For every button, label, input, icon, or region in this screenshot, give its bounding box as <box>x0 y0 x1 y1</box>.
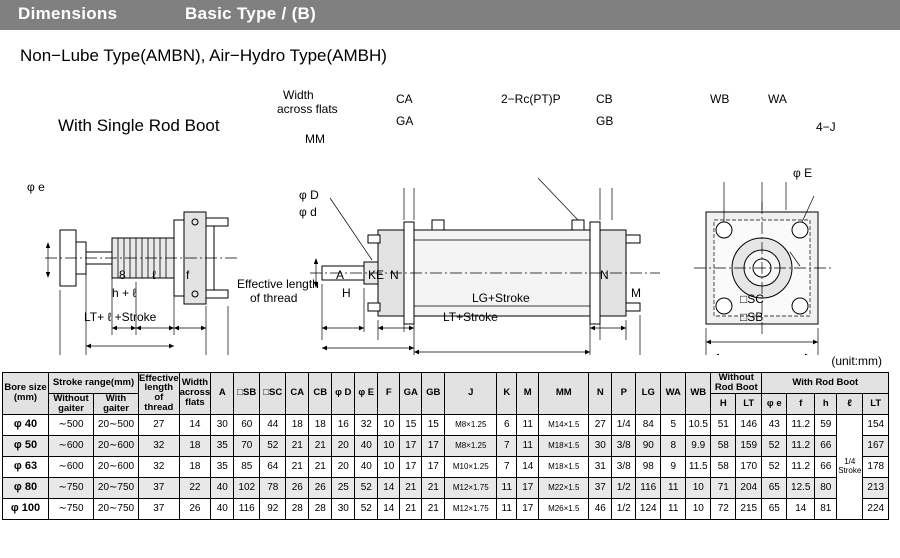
header-title-right: Basic Type / (B) <box>185 4 317 23</box>
cell-phiE: 32 <box>355 414 378 435</box>
cell-F: 10 <box>378 414 400 435</box>
cell-LG: 116 <box>636 477 661 498</box>
cell-A: 40 <box>211 477 234 498</box>
cell-GB: 21 <box>422 477 445 498</box>
th-col-LG: LG <box>636 373 661 415</box>
cell-WA: 8 <box>661 435 686 456</box>
cell-phiE: 40 <box>355 435 378 456</box>
th-without-rod-boot: Without Rod Boot <box>711 373 762 394</box>
cell-GB: 15 <box>422 414 445 435</box>
cell-phiD: 25 <box>332 477 355 498</box>
cell-N: 31 <box>589 456 612 477</box>
cell-wb-f: 11.2 <box>787 456 815 477</box>
dim-8-label: 8 <box>119 268 126 282</box>
cb-label: CB <box>596 92 613 106</box>
cell-A: 35 <box>211 435 234 456</box>
cell-wb-h: 66 <box>815 435 837 456</box>
cell-wb-LT: 213 <box>863 477 889 498</box>
cell-wb-f: 14 <box>787 498 815 519</box>
cell-CA: 18 <box>286 414 309 435</box>
table-row <box>3 414 889 435</box>
th-waf-l3: flats <box>185 397 205 409</box>
th-waf-l2: across <box>179 387 211 399</box>
cell-J: M8×1.25 <box>445 414 497 435</box>
cell-WB: 10 <box>686 477 711 498</box>
cell-bore: φ 80 <box>3 477 49 498</box>
cell-stroke-with: 20∼500 <box>94 414 139 435</box>
cell-wb-l-merged: 1/4 Stroke <box>837 414 863 519</box>
cell-WA: 11 <box>661 477 686 498</box>
th-col-N: N <box>589 373 612 415</box>
cell-wo-LT: 159 <box>736 435 762 456</box>
cell-GA: 15 <box>400 414 422 435</box>
phi-e-left-label: φ e <box>27 180 45 194</box>
unit-note: (unit:mm) <box>831 354 882 368</box>
cell-J: M8×1.25 <box>445 435 497 456</box>
lg-stroke-label: LG+Stroke <box>472 291 530 305</box>
table-row <box>3 477 889 498</box>
cell-SC: 52 <box>260 435 286 456</box>
cell-WB: 10.5 <box>686 414 711 435</box>
cell-K: 11 <box>497 477 517 498</box>
cell-wo-H: 58 <box>711 456 736 477</box>
cell-GB: 17 <box>422 435 445 456</box>
cell-phiE: 40 <box>355 456 378 477</box>
cell-wb-h: 81 <box>815 498 837 519</box>
cell-wo-LT: 215 <box>736 498 762 519</box>
cell-J: M12×1.75 <box>445 477 497 498</box>
dim-KE-label: KE <box>368 268 385 282</box>
cell-phiD: 16 <box>332 414 355 435</box>
cell-GB: 17 <box>422 456 445 477</box>
cell-phiD: 20 <box>332 435 355 456</box>
cell-MM: M18×1.5 <box>539 456 589 477</box>
width-across-flats-label-line2: across flats <box>277 102 338 116</box>
subtitle: Non−Lube Type(AMBN), Air−Hydro Type(AMBH) <box>20 46 387 65</box>
cell-N: 30 <box>589 435 612 456</box>
cell-bore: φ 100 <box>3 498 49 519</box>
th-col-phiE: φ E <box>355 373 378 415</box>
th-stroke-without-gaiter: Without gaiter <box>49 393 94 414</box>
cell-K: 7 <box>497 456 517 477</box>
cell-GA: 21 <box>400 498 422 519</box>
cell-MM: M22×1.5 <box>539 477 589 498</box>
dim-N-right-label: N <box>600 268 609 282</box>
cell-F: 14 <box>378 498 400 519</box>
phi-D-label: φ D <box>299 188 319 202</box>
cell-wb-LT: 154 <box>863 414 889 435</box>
cell-wb-LT: 167 <box>863 435 889 456</box>
cell-F: 14 <box>378 477 400 498</box>
th-col-SC: □SC <box>260 373 286 415</box>
cell-CA: 21 <box>286 435 309 456</box>
boot-caption: With Single Rod Boot <box>58 116 220 135</box>
cell-SB: 102 <box>234 477 260 498</box>
th-col-CA: CA <box>286 373 309 415</box>
th-eff-l1: Effective <box>139 372 179 384</box>
cell-P: 3/8 <box>612 456 636 477</box>
cell-P: 1/2 <box>612 477 636 498</box>
cell-waf: 14 <box>179 414 211 435</box>
th-col-M: M <box>517 373 539 415</box>
cell-WB: 11.5 <box>686 456 711 477</box>
th-stroke-with-gaiter: With gaiter <box>94 393 139 414</box>
cell-LG: 90 <box>636 435 661 456</box>
table-row <box>3 435 889 456</box>
cell-GA: 17 <box>400 435 422 456</box>
cell-P: 3/8 <box>612 435 636 456</box>
cell-J: M12×1.75 <box>445 498 497 519</box>
cell-SC: 64 <box>260 456 286 477</box>
th-with-rod-boot: With Rod Boot <box>762 373 889 394</box>
dim-M-label: M <box>631 286 641 300</box>
cell-phiD: 20 <box>332 456 355 477</box>
th-bore-size <box>3 373 49 415</box>
cell-GB: 21 <box>422 498 445 519</box>
cell-waf: 18 <box>179 456 211 477</box>
cell-phiE: 52 <box>355 498 378 519</box>
cell-WA: 11 <box>661 498 686 519</box>
cell-P: 1/2 <box>612 498 636 519</box>
th-col-SB: □SB <box>234 373 260 415</box>
cell-bore: φ 50 <box>3 435 49 456</box>
cell-wo-H: 51 <box>711 414 736 435</box>
cell-stroke-without: ∼750 <box>49 498 94 519</box>
mm-label: MM <box>305 132 325 146</box>
four-j-label: 4−J <box>816 120 836 134</box>
cell-waf: 26 <box>179 498 211 519</box>
cell-M: 14 <box>517 456 539 477</box>
cell-CA: 21 <box>286 456 309 477</box>
phi-e-right-label: φ E <box>793 166 813 180</box>
header-title-left: Dimensions <box>18 4 118 23</box>
th-wo-H: H <box>711 393 736 414</box>
page-header-bar <box>0 0 900 30</box>
gb-label: GB <box>596 114 614 128</box>
dim-f-label: f <box>186 268 190 282</box>
cell-wb-f: 11.2 <box>787 435 815 456</box>
th-wb-h: h <box>815 393 837 414</box>
cell-wb-phie: 52 <box>762 456 787 477</box>
cell-SB: 116 <box>234 498 260 519</box>
cell-wb-h: 80 <box>815 477 837 498</box>
th-effective-length <box>139 373 180 415</box>
th-col-MM: MM <box>539 373 589 415</box>
cell-stroke-without: ∼750 <box>49 477 94 498</box>
cell-wo-LT: 170 <box>736 456 762 477</box>
cell-stroke-with: 20∼600 <box>94 435 139 456</box>
phi-d-small-label: φ d <box>299 205 317 219</box>
cell-SC: 78 <box>260 477 286 498</box>
dim-l-label: ℓ <box>152 268 156 282</box>
cell-wb-LT: 224 <box>863 498 889 519</box>
effective-length-line1: Effective length <box>237 277 319 291</box>
cell-wo-H: 58 <box>711 435 736 456</box>
cell-WB: 10 <box>686 498 711 519</box>
cell-waf: 18 <box>179 435 211 456</box>
th-col-WA: WA <box>661 373 686 415</box>
cell-CB: 21 <box>309 435 332 456</box>
cell-A: 30 <box>211 414 234 435</box>
th-col-GB: GB <box>422 373 445 415</box>
th-col-CB: CB <box>309 373 332 415</box>
cell-GA: 21 <box>400 477 422 498</box>
table-row <box>3 498 889 519</box>
cell-wb-h: 59 <box>815 414 837 435</box>
cell-LG: 98 <box>636 456 661 477</box>
ga-label: GA <box>396 114 414 128</box>
wa-label: WA <box>768 92 787 106</box>
cell-wb-phie: 52 <box>762 435 787 456</box>
dim-N-left-label: N <box>390 268 399 282</box>
dim-h-plus-l-label: h + ℓ <box>112 286 137 300</box>
th-col-GA: GA <box>400 373 422 415</box>
th-col-A: A <box>211 373 234 415</box>
cell-MM: M26×1.5 <box>539 498 589 519</box>
cell-wo-H: 72 <box>711 498 736 519</box>
cell-K: 7 <box>497 435 517 456</box>
cell-eff: 32 <box>139 456 180 477</box>
cell-MM: M18×1.5 <box>539 435 589 456</box>
cell-M: 11 <box>517 414 539 435</box>
cell-M: 11 <box>517 435 539 456</box>
cell-phiD: 30 <box>332 498 355 519</box>
cell-MM: M14×1.5 <box>539 414 589 435</box>
cell-wb-phie: 65 <box>762 477 787 498</box>
cell-eff: 27 <box>139 414 180 435</box>
cell-phiE: 52 <box>355 477 378 498</box>
cell-K: 6 <box>497 414 517 435</box>
cell-wb-h: 66 <box>815 456 837 477</box>
cell-eff: 32 <box>139 435 180 456</box>
cell-WA: 5 <box>661 414 686 435</box>
th-wb-l: ℓ <box>837 393 863 414</box>
cell-CA: 28 <box>286 498 309 519</box>
cell-CB: 26 <box>309 477 332 498</box>
cell-N: 27 <box>589 414 612 435</box>
drawing-area <box>0 70 900 355</box>
cell-SC: 92 <box>260 498 286 519</box>
cell-J: M10×1.25 <box>445 456 497 477</box>
cell-wo-LT: 204 <box>736 477 762 498</box>
cell-A: 35 <box>211 456 234 477</box>
cell-A: 40 <box>211 498 234 519</box>
cell-F: 10 <box>378 435 400 456</box>
th-waf-l1: Width <box>181 377 209 389</box>
lt-stroke-label: LT+Stroke <box>443 310 498 324</box>
wb-label: WB <box>710 92 730 106</box>
lt-l-stroke-label: LT+ ℓ +Stroke <box>84 310 157 324</box>
cell-SC: 44 <box>260 414 286 435</box>
cell-bore: φ 63 <box>3 456 49 477</box>
th-width-across-flats <box>179 373 211 415</box>
cell-SB: 60 <box>234 414 260 435</box>
dim-H-label: H <box>342 286 351 300</box>
cell-eff: 37 <box>139 498 180 519</box>
th-col-P: P <box>612 373 636 415</box>
th-col-J: J <box>445 373 497 415</box>
th-eff-l2: length <box>144 382 174 394</box>
cell-wo-LT: 146 <box>736 414 762 435</box>
cell-wb-phie: 65 <box>762 498 787 519</box>
cell-wb-f: 12.5 <box>787 477 815 498</box>
th-wb-f: f <box>787 393 815 414</box>
th-bore-line1: Bore size <box>4 382 47 394</box>
sc-label: □SC <box>740 292 764 306</box>
cell-P: 1/4 <box>612 414 636 435</box>
dimensions-table <box>2 372 889 520</box>
cell-CB: 28 <box>309 498 332 519</box>
cell-F: 10 <box>378 456 400 477</box>
cell-SB: 70 <box>234 435 260 456</box>
cell-M: 17 <box>517 498 539 519</box>
th-col-WB: WB <box>686 373 711 415</box>
th-wb-LT: LT <box>863 393 889 414</box>
cell-wo-H: 71 <box>711 477 736 498</box>
cell-LG: 84 <box>636 414 661 435</box>
cell-wb-f: 11.2 <box>787 414 815 435</box>
cell-stroke-with: 20∼750 <box>94 498 139 519</box>
cell-stroke-without: ∼500 <box>49 414 94 435</box>
cell-waf: 22 <box>179 477 211 498</box>
th-eff-l4: thread <box>144 402 174 414</box>
cell-bore: φ 40 <box>3 414 49 435</box>
cell-CB: 21 <box>309 456 332 477</box>
th-wb-phie: φ e <box>762 393 787 414</box>
effective-length-line2: of thread <box>250 291 298 305</box>
cell-wb-phie: 43 <box>762 414 787 435</box>
cell-WB: 9.9 <box>686 435 711 456</box>
width-across-flats-label-line1: Width <box>283 88 314 102</box>
cell-CB: 18 <box>309 414 332 435</box>
cell-SB: 85 <box>234 456 260 477</box>
cell-CA: 26 <box>286 477 309 498</box>
cell-M: 17 <box>517 477 539 498</box>
two-rc-port-label: 2−Rc(PT)P <box>501 92 561 106</box>
cell-N: 46 <box>589 498 612 519</box>
cell-eff: 37 <box>139 477 180 498</box>
cell-stroke-without: ∼600 <box>49 435 94 456</box>
cell-N: 37 <box>589 477 612 498</box>
cell-WA: 9 <box>661 456 686 477</box>
th-col-phiD: φ D <box>332 373 355 415</box>
table-row <box>3 456 889 477</box>
th-wo-LT: LT <box>736 393 762 414</box>
th-eff-l3: of <box>154 392 164 404</box>
cell-GA: 17 <box>400 456 422 477</box>
th-stroke-range: Stroke range(mm) <box>49 373 139 394</box>
th-bore-line2: (mm) <box>13 392 38 404</box>
cell-stroke-with: 20∼600 <box>94 456 139 477</box>
th-col-K: K <box>497 373 517 415</box>
cell-K: 11 <box>497 498 517 519</box>
th-col-F: F <box>378 373 400 415</box>
cell-LG: 124 <box>636 498 661 519</box>
cell-wb-LT: 178 <box>863 456 889 477</box>
cell-stroke-without: ∼600 <box>49 456 94 477</box>
dim-A-label: A <box>336 268 345 282</box>
cell-stroke-with: 20∼750 <box>94 477 139 498</box>
ca-label: CA <box>396 92 413 106</box>
sb-label: □SB <box>740 310 764 324</box>
